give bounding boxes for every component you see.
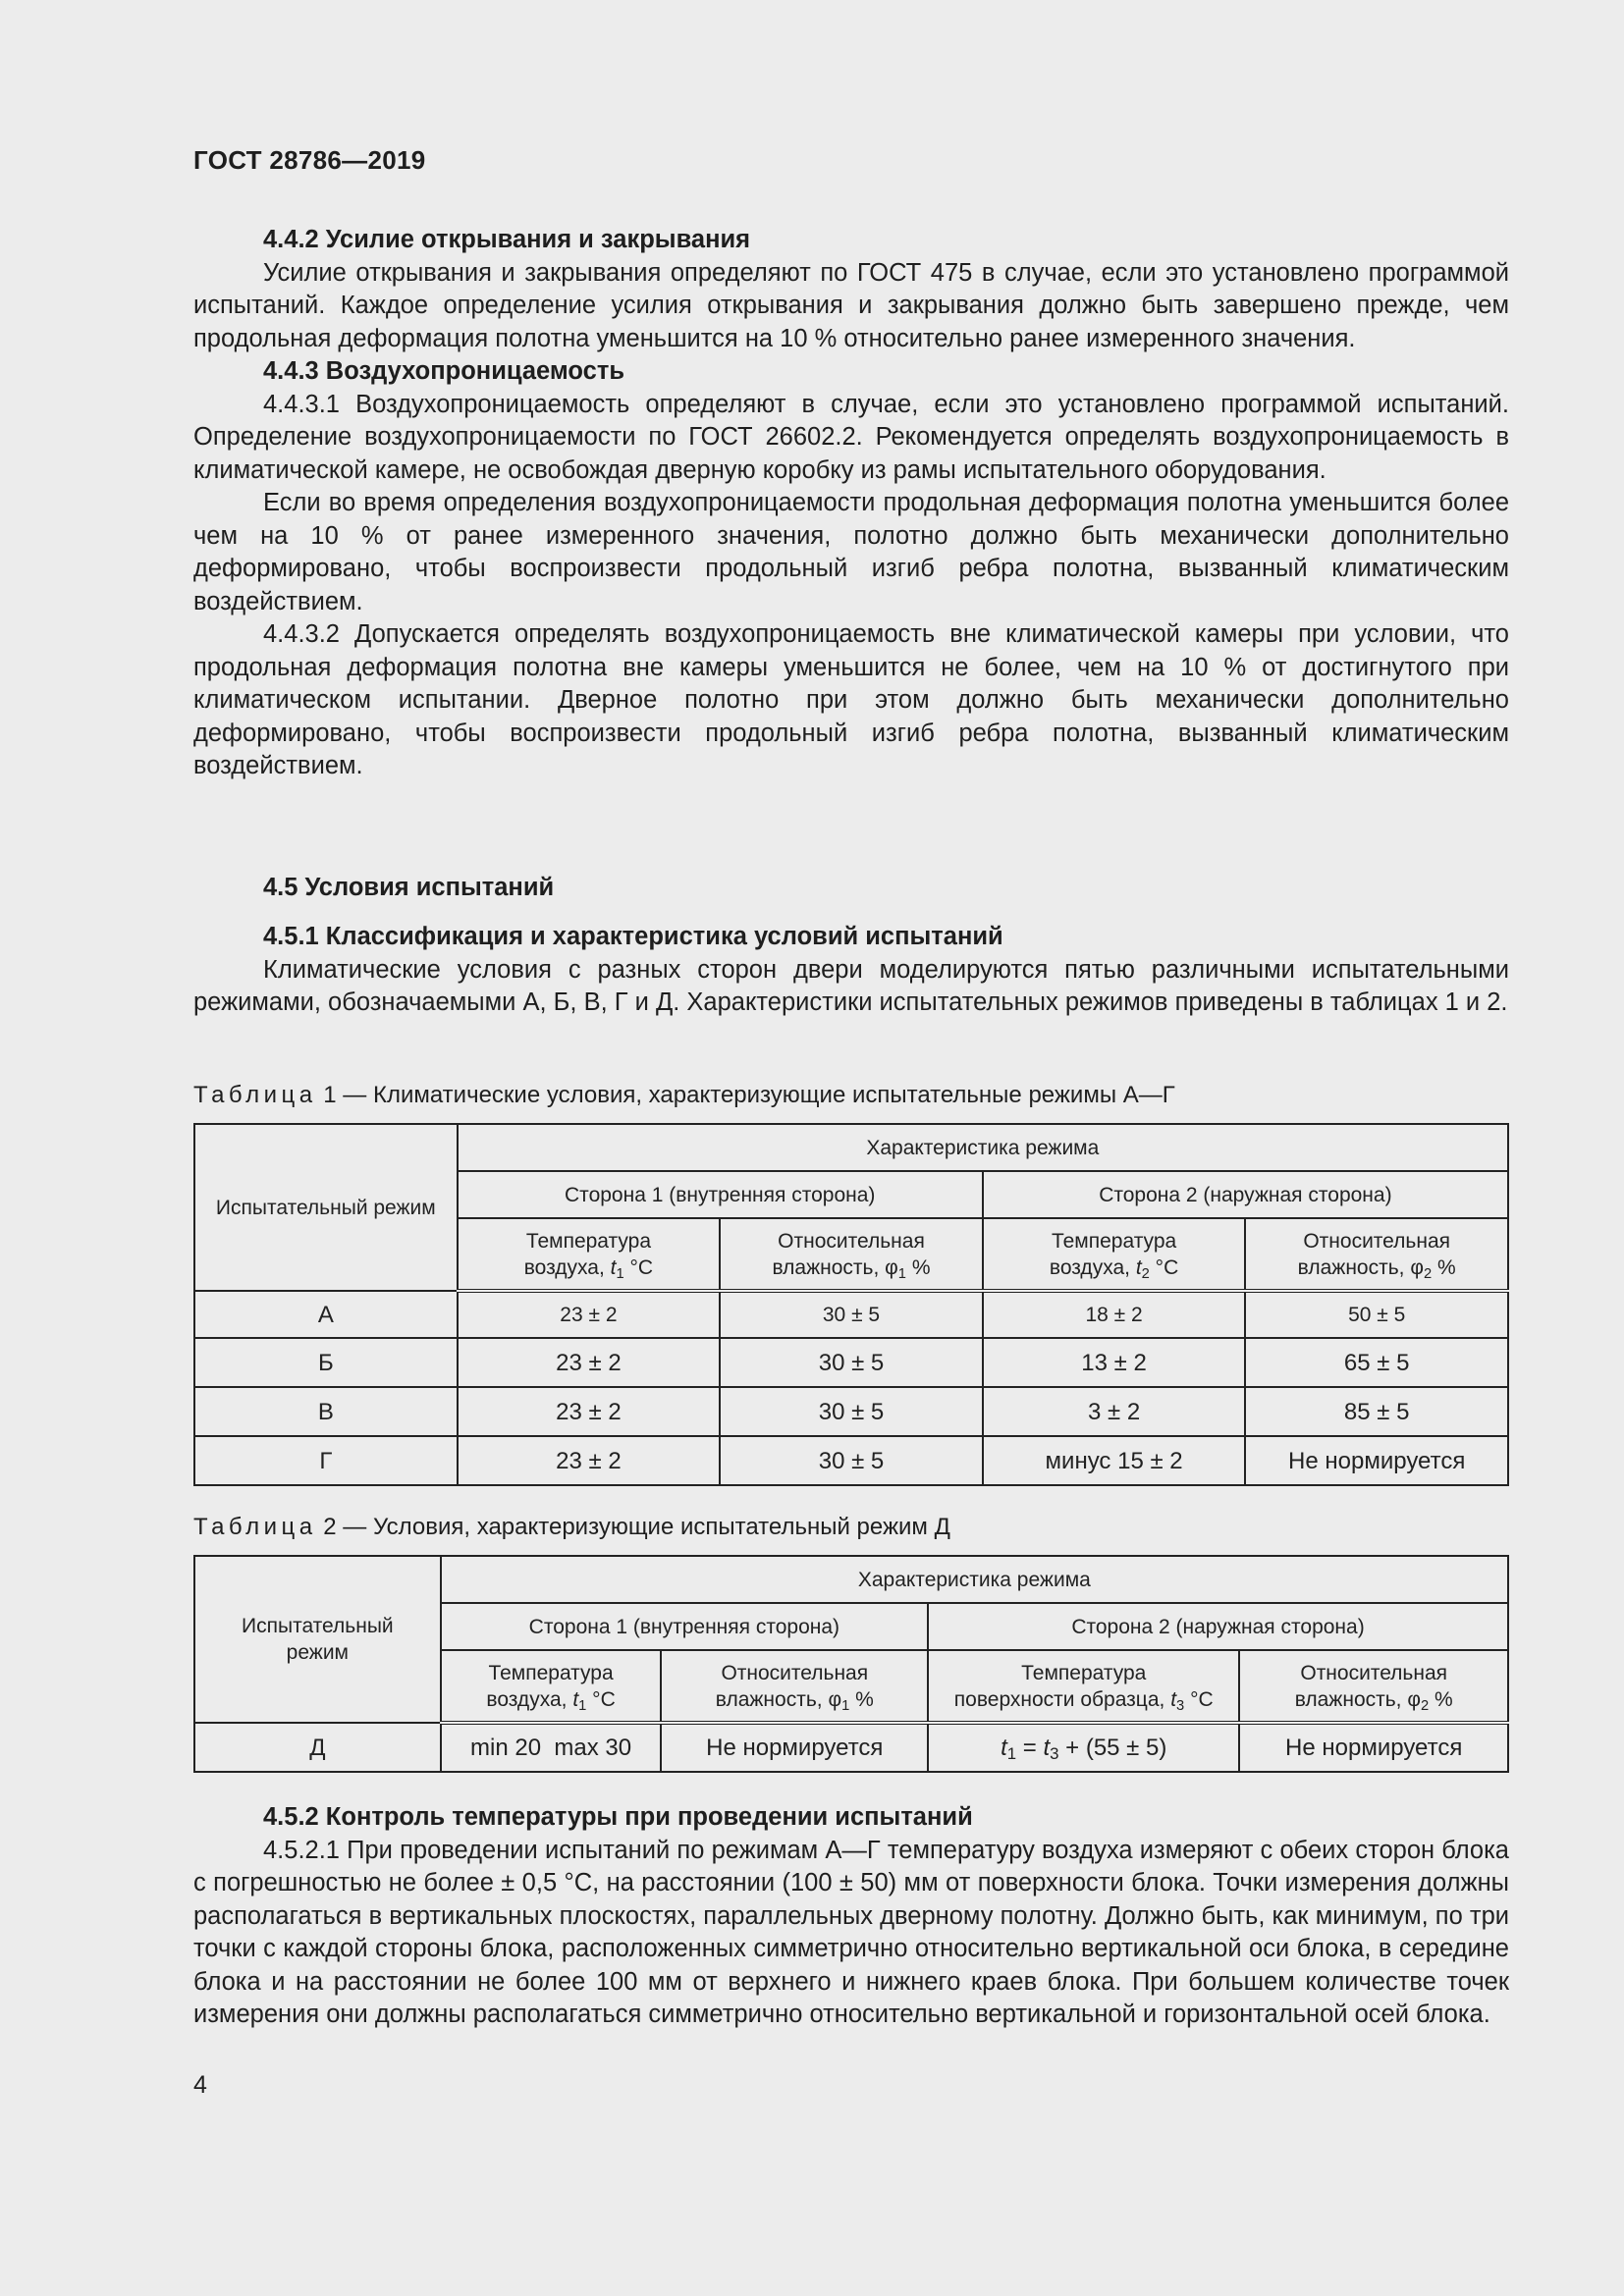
table1-header-side2: Сторона 2 (наружная сторона): [983, 1171, 1508, 1218]
paragraph-4-4-3-1: 4.4.3.1 Воздухопроницаемость определяют в случае, если это установлено программой испытаний. Определение воздухопроницаемости по ГОСТ 26602.2. Рекомендуется определять воздухопроницаемость в климатической камере, не освобождая дверную коробку из рамы испытательного оборудования.: [193, 390, 1509, 484]
table-row: Г 23 ± 2 30 ± 5 минус 15 ± 2 Не нормируется: [194, 1436, 1508, 1485]
table-row: Д min 20 max 30 Не нормируется $t_1 = t_3 + (55 \pm 5)$ Не нормируется: [194, 1723, 1508, 1772]
table1-header-t2: Температура воздуха, $t_2$ °C: [983, 1218, 1246, 1291]
heading-4-5-1: 4.5.1 Классификация и характеристика условий испытаний: [263, 923, 1003, 950]
table1-caption-word: Таблица: [193, 1082, 317, 1108]
table2-header-h1: Относительная влажность, $\varphi_1$ %: [661, 1650, 928, 1723]
table2-formula: $t_1 = t_3 + (55 \pm 5)$: [928, 1723, 1239, 1772]
paragraph-4-5-2-1: 4.5.2.1 При проведении испытаний по режимам А—Г температуру воздуха измеряют с обеих сторон блока с погрешностью не более ± 0,5 °С, на расстоянии (100 ± 50) мм от поверхности блока. Точки измерения должны располагаться в вертикальных плоскостях, параллельных дверному полотну. Должно быть, как минимум, по три точки с каждой стороны блока, расположенных симметрично относительно вертикальной оси блока, в середине блока и на расстоянии не более 100 мм от верхнего и нижнего краев блока. При большем количестве точек измерения они должны располагаться симметрично относительно вертикальной и горизонтальной осей блока.: [193, 1836, 1509, 2028]
heading-4-5-2: 4.5.2 Контроль температуры при проведении испытаний: [263, 1803, 973, 1831]
table-row: Б 23 ± 2 30 ± 5 13 ± 2 65 ± 5: [194, 1338, 1508, 1387]
table1-header-side1: Сторона 1 (внутренняя сторона): [458, 1171, 983, 1218]
table2-caption: [193, 1514, 950, 1541]
table1-caption: [193, 1082, 1175, 1109]
table2-header-t1: Температура воздуха, $t_1$ °C: [441, 1650, 662, 1723]
page-number: 4: [193, 2071, 207, 2099]
table2-header-side1: Сторона 1 (внутренняя сторона): [441, 1603, 928, 1650]
table2-header-t3: Температура поверхности образца, $t_3$ °C: [928, 1650, 1239, 1723]
heading-4-4-3: 4.4.3 Воздухопроницаемость: [263, 357, 625, 385]
table1-header-mode: Испытательный режим: [194, 1124, 458, 1291]
paragraph-4-4-3-2: 4.4.3.2 Допускается определять воздухопроницаемость вне климатической камеры при условии, что продольная деформация полотна вне камеры уменьшится не более, чем на 10 % от достигнутого при климатическом испытании. Дверное полотно при этом должно быть механически дополнительно деформировано, чтобы воспроизвести продольный изгиб ребра полотна, вызванный климатическим воздействием.: [193, 620, 1509, 779]
section-4-5: [193, 872, 1509, 905]
table2-header-h2: Относительная влажность, $\varphi_2$ %: [1239, 1650, 1508, 1723]
table-row: В 23 ± 2 30 ± 5 3 ± 2 85 ± 5: [194, 1387, 1508, 1436]
table2-header-characteristic: Характеристика режима: [441, 1556, 1508, 1603]
table-1: [193, 1123, 1509, 1486]
table2-caption-word: Таблица: [193, 1514, 317, 1540]
paragraph-4-4-3-1b: Если во время определения воздухопроницаемости продольная деформация полотна уменьшится более чем на 10 % от ранее измеренного значения, полотно должно быть механически дополнительно деформировано, чтобы воспроизвести продольный изгиб ребра полотна, вызванный климатическим воздействием.: [193, 489, 1509, 615]
heading-4-5: 4.5 Условия испытаний: [263, 874, 555, 901]
section-4-4: [193, 224, 1509, 783]
table1-header-t1: Температура воздуха, $t_1$ °C: [458, 1218, 721, 1291]
standard-header: ГОСТ 28786—2019: [193, 145, 426, 175]
table2-header-mode: Испытательный режим: [194, 1556, 441, 1723]
table2-header-side2: Сторона 2 (наружная сторона): [928, 1603, 1508, 1650]
table1-header-h2: Относительная влажность, $\varphi_2$ %: [1245, 1218, 1508, 1291]
table-2: [193, 1555, 1509, 1773]
table1-header-h1: Относительная влажность, $\varphi_1$ %: [720, 1218, 983, 1291]
paragraph-4-4-2: Усилие открывания и закрывания определяют по ГОСТ 475 в случае, если это установлено программой испытаний. Каждое определение усилия открывания и закрывания должно быть завершено прежде, чем продольная деформация полотна уменьшится на 10 % относительно ранее измеренного значения.: [193, 258, 1509, 352]
heading-4-4-2: 4.4.2 Усилие открывания и закрывания: [263, 226, 751, 253]
table-row: А 23 ± 2 30 ± 5 18 ± 2 50 ± 5: [194, 1291, 1508, 1338]
section-4-5-1: [193, 921, 1509, 1020]
paragraph-4-5-1: Климатические условия с разных сторон двери моделируются пятью различными испытательными режимами, обозначаемыми А, Б, В, Г и Д. Характеристики испытательных режимов приведены в таблицах 1 и 2.: [193, 955, 1509, 1016]
table1-caption-text: 1 — Климатические условия, характеризующие испытательные режимы А—Г: [316, 1082, 1175, 1108]
table1-header-characteristic: Характеристика режима: [458, 1124, 1508, 1171]
section-4-5-2: [193, 1801, 1509, 2032]
table2-caption-text: 2 — Условия, характеризующие испытательный режим Д: [316, 1514, 950, 1540]
